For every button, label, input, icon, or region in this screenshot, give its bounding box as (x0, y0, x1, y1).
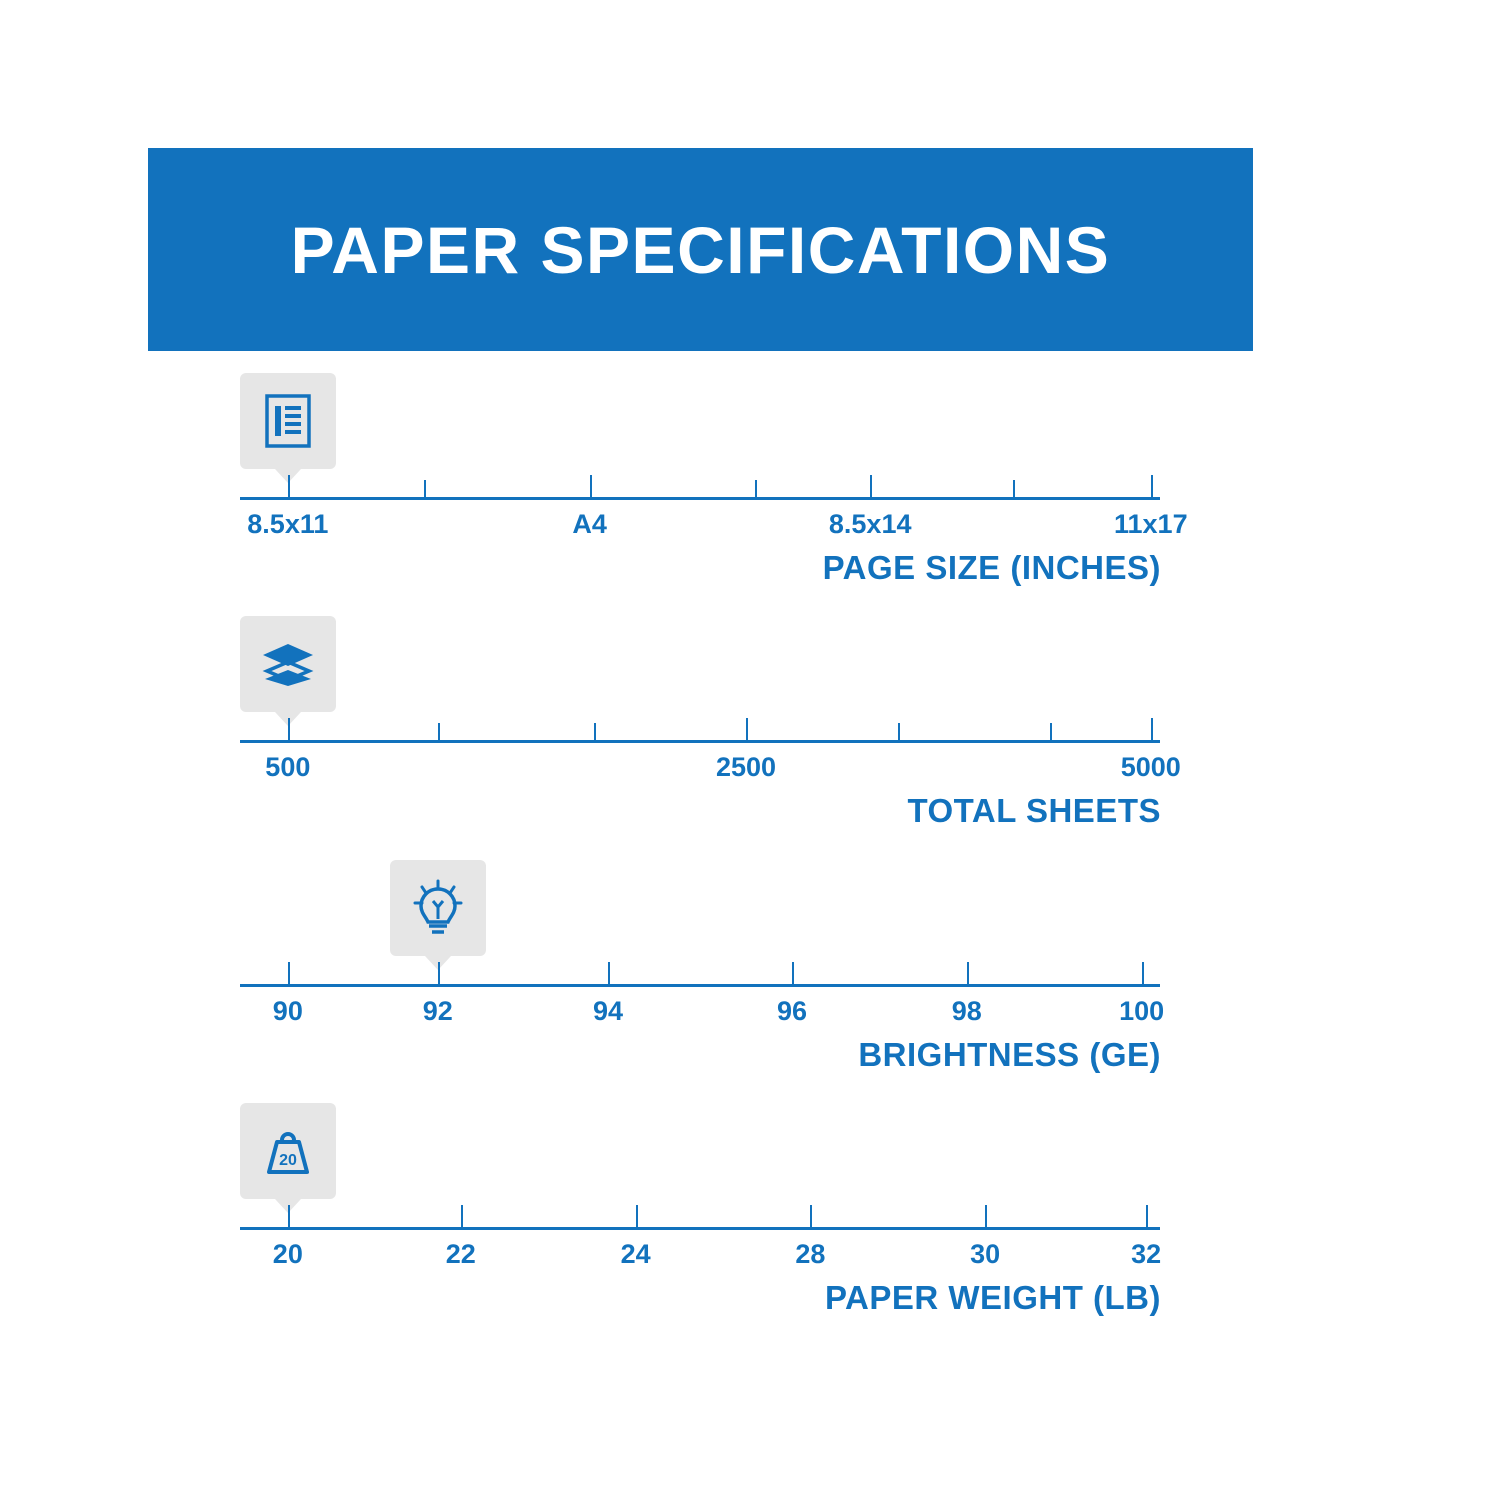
axis-tick (1142, 962, 1144, 984)
axis-tick (792, 962, 794, 984)
svg-text:20: 20 (278, 1152, 297, 1169)
axis-total-sheets (240, 740, 1181, 782)
marker-page-size (240, 373, 336, 469)
axis-tick (810, 1205, 812, 1227)
axis-tick-label: 500 (265, 752, 311, 782)
axis-tick (636, 1205, 638, 1227)
axis-tick (1050, 723, 1052, 740)
axis-caption-page-size: PAGE SIZE (INCHES) (822, 549, 1161, 586)
axis-paper-weight (240, 1227, 1162, 1269)
axis-tick-label: 30 (970, 1239, 1001, 1269)
axis-tick-label: 11x17 (1114, 509, 1188, 539)
axis-tick-label: 90 (272, 996, 303, 1026)
axis-tick (590, 475, 592, 497)
axis-tick (755, 480, 757, 497)
axis-tick (288, 1205, 290, 1227)
axis-tick (1151, 475, 1153, 497)
axis-caption-total-sheets: TOTAL SHEETS (907, 792, 1161, 829)
axis-line (240, 984, 1160, 987)
spec-card (148, 148, 1253, 1360)
axis-tick-label: 92 (422, 996, 453, 1026)
axis-tick-label: 8.5x14 (828, 509, 912, 539)
axis-tick-label: 24 (620, 1239, 651, 1269)
axis-line (240, 740, 1160, 743)
axis-tick (461, 1205, 463, 1227)
axis-tick-label: 28 (795, 1239, 826, 1269)
axis-tick (898, 723, 900, 740)
document-icon (265, 394, 311, 448)
axis-page-size (240, 497, 1188, 539)
weight-icon (260, 1124, 316, 1178)
axis-tick (424, 480, 426, 497)
axis-tick (967, 962, 969, 984)
page-title: PAPER SPECIFICATIONS (290, 212, 1111, 287)
axis-tick-label: 20 (272, 1239, 303, 1269)
axis-tick-label: 94 (592, 996, 624, 1026)
axis-tick-label: 96 (776, 996, 808, 1026)
axis-tick (985, 1205, 987, 1227)
axis-tick-label: 8.5x11 (247, 509, 329, 539)
axis-tick (1151, 718, 1153, 740)
axis-line (240, 497, 1160, 500)
axis-tick-label: A4 (572, 509, 607, 539)
marker-total-sheets (240, 616, 336, 712)
axis-tick (608, 962, 610, 984)
axis-tick (438, 723, 440, 740)
header-bar (148, 148, 1253, 351)
axis-line (240, 1227, 1160, 1230)
axis-tick (870, 475, 872, 497)
axis-tick-label: 5000 (1120, 752, 1181, 782)
marker-brightness (390, 860, 486, 956)
paper-stack-icon (261, 642, 315, 686)
axis-tick (438, 962, 440, 984)
axis-brightness (240, 984, 1165, 1026)
axis-tick (288, 962, 290, 984)
axis-tick-label: 100 (1119, 996, 1165, 1026)
marker-paper-weight (240, 1103, 336, 1199)
axis-tick (1013, 480, 1015, 497)
axis-caption-brightness: BRIGHTNESS (GE) (858, 1036, 1161, 1073)
axis-tick (288, 718, 290, 740)
axis-tick-label: 2500 (715, 752, 777, 782)
axis-tick-label: 32 (1131, 1239, 1162, 1269)
axis-tick (288, 475, 290, 497)
axis-tick (746, 718, 748, 740)
axis-tick (594, 723, 596, 740)
axis-tick-label: 98 (951, 996, 982, 1026)
axis-tick-label: 22 (445, 1239, 476, 1269)
lightbulb-icon (412, 879, 464, 937)
axis-caption-paper-weight: PAPER WEIGHT (LB) (824, 1279, 1161, 1316)
axis-tick (1146, 1205, 1148, 1227)
